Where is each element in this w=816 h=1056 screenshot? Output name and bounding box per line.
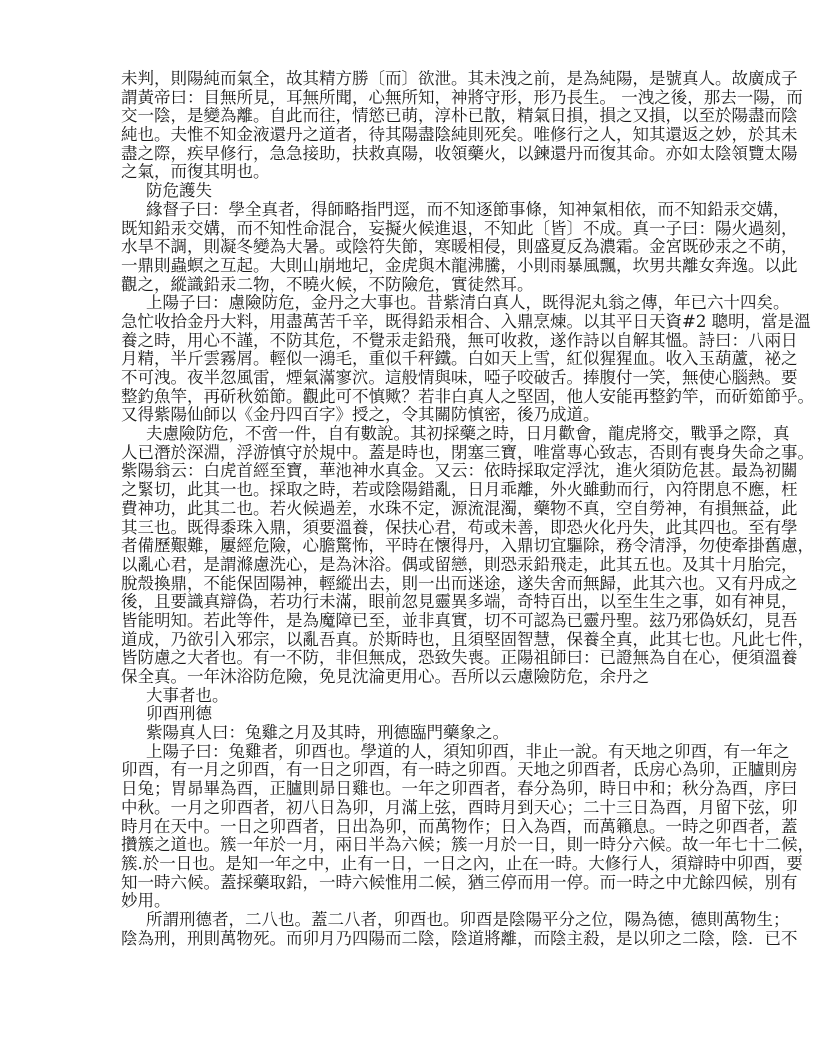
text-line: 盡之際，疾早修行，急急接助，扶救真陽，收領藥火，以鍊還丹而復其命。亦如太陰領覽太陽 [121,143,798,163]
text-line: 以亂心君，是謂滌慮洗心，是為沐浴。偶或留戀，則恐汞鉛飛走，此其五也。及其十月胎完， [121,554,798,574]
text-line: 皆防慮之大者也。有一不防，非但無成，恐致失喪。正陽祖師曰：已證無為自在心，便須溫養 [121,648,798,668]
text-line: 脫殼換鼎，不能保固陽神，輕縱出去，則一出而迷途，遂失舍而無歸，此其六也。又有丹成之 [121,573,798,593]
text-line: 人已潛於深淵，浮游慎守於規中。蓋是時也，閉塞三寶，唯當專心致志，否則有喪身失命之事。 [121,442,814,462]
text-line: 急忙收拾金丹大料，用盡萬苦千辛，既得鉛汞相合、入鼎烹煉。以其平日天資#2 聰明，當是溫 [121,311,811,331]
text-line: 紫陽真人曰：兔雞之月及其時，刑德臨門藥象之。 [146,723,509,743]
document-body [121,69,814,948]
text-line: 又得紫陽仙師以《金丹四百字》授之，令其關防慎密，後乃成道。 [121,405,600,425]
text-line: 費神功，此其二也。若火候過差，水珠不定，源流混濁，藥物不真，空自勞神，有損無益，此 [121,498,798,518]
text-line: 道成，乃欲引入邪宗，以亂吾真。於斯時也，且須堅固智慧，保養全真，此其七也。凡此七件， [121,629,814,649]
text-line: 上陽子曰：慮險防危，金丹之大事也。昔紫清白真人，既得泥丸翁之傳，年已六十四矣。 [146,293,790,313]
text-line: 水旱不調，則凝冬變為大暑。或陰符失節，寒暖相侵，則盛夏反為濃霜。金宮既砂汞之不萌， [121,237,798,257]
text-line: 後，且要識真辯偽，若功行未滿，眼前忽見靈異多端，奇特百出，以至生生之事，如有神見， [121,592,798,612]
text-line: 中秋。一月之卯酉者，初八日為卯，月滿上弦，酉時月到天心；二十三日為酉，月留下弦，卯 [121,797,798,817]
text-line: 簇.於一日也。是知一年之中，止有一日，一日之內，止在一時。大修行人，須辯時中卯酉，要 [121,853,803,873]
text-line: 緣督子曰：學全真者，得師略指門逕，而不知逐節事條，知神氣相依，而不知鉛汞交媾， [146,199,790,219]
text-line: 月精，半斤雲霧屑。輕似一鴻毛，重似千秤鐵。白如天上雪，紅似猩猩血。收入玉葫蘆，祕之 [121,349,798,369]
section-heading: 大事者也。 [146,685,229,705]
text-line: 純也。夫惟不知金液還丹之道者，待其陽盡陰純則死矣。唯修行之人，知其還返之妙，於其未 [121,125,798,145]
text-line: 陰為刑，刑則萬物死。而卯月乃四陽而二陰，陰道將離，而陰主殺，是以卯之二陰，陰．已不 [121,928,798,948]
text-line: 一鼎則蟲螟之互起。大則山崩地圮，金虎與木龍沸騰，小則雨暴風飄，坎男共離女奔逸。以此 [121,255,798,275]
text-line: 日兔；胃昴畢為酉，正臚則昴日雞也。一年之卯酉者，春分為卯，時日中和；秋分為酉，序曰 [121,779,798,799]
text-line: 者備歷艱難，屢經危險，心膽驚怖，平時在懷得丹，入鼎切宜驅除，務令清淨，勿使牽掛舊慮， [121,536,814,556]
text-line: 交一陰，是變為離。自此而往，情慾已萌，淳朴已散，精氣日損，損之又損，以至於陽盡而陰 [121,106,798,126]
text-line: 謂黃帝曰：目無所見，耳無所聞，心無所知，神將守形，形乃長生。 一洩之後，那去一陽，而 [121,87,803,107]
text-line: 之緊切，此其一也。採取之時，若或陰陽錯亂，日月乖離，外火雖動而行，內符閉息不應，枉 [121,480,798,500]
text-line: 保全真。一年沐浴防危險，免見沈淪更用心。吾所以云慮險防危，余丹之 [121,667,649,686]
text-line: 時月在天中。一日之卯酉者，日出為卯，而萬物作；日入為酉，而萬籟息。一時之卯酉者，蓋 [121,816,798,836]
text-line: 不可洩。夜半忽風雷，煙氣滿寥泬。這般情與味，啞子咬破舌。捧腹付一笑，無使心腦熱。要 [121,368,798,387]
text-line: 夫慮險防危，不啻一件，自有數說。其初採藥之時，日月歡會，龍虎將交，戰爭之際，真 [146,424,790,444]
text-line: 之氣，而復其明也。 [121,162,270,182]
section-heading: 防危護失 [146,181,212,201]
text-line: 養之時，用心不謹，不防其危，不覺汞走鉛飛，無可收救，遂作詩以自解其慍。詩曰：八兩日 [121,330,798,350]
text-line: 觀之，縱識鉛汞二物，不曉火候，不防險危，實徒然耳。 [121,274,534,294]
text-line: 所謂刑德者，二八也。蓋二八者，卯酉也。卯酉是陰陽平分之位，陽為德，德則萬物生； [146,909,790,929]
text-line: 皆能明知。若此等件，是為魔障已至，並非真實，切不可認為已靈丹聖。玆乃邪偽妖幻，見吾 [121,610,798,630]
text-line: 妙用。 [121,891,171,911]
text-line: 攢簇之道也。簇一年於一月，兩日半為六候；簇一月於一日，則一時分六候。故一年七十二候， [121,835,814,855]
text-line: 上陽子曰：兔雞者，卯酉也。學道的人，須知卯酉，非止一說。有天地之卯酉，有一年之 [146,741,790,761]
text-line: 未判，則陽純而氣全，故其精方勝〔而〕欲泄。其未洩之前，是為純陽，是號真人。故廣成子 [121,69,798,88]
text-line: 卯酉，有一月之卯酉，有一日之卯酉，有一時之卯酉。天地之卯酉者，氐房心為卯，正臚則房 [121,760,798,780]
text-line: 知一時六候。蓋採藥取鉛，一時六候惟用二候，猶三停而用一停。而一時之中尤餘四候，別有 [121,872,798,892]
text-line: 既知鉛汞交媾，而不知性命混合，妄擬火候進退，不知此〔皆〕不成。真一子曰：陽火過刻， [121,218,798,238]
section-heading: 卯酉刑德 [146,704,212,724]
text-line: 整釣魚竿，再斫秋筎節。觀此可不慎歟？若非白真人之堅固，他人安能再整釣竿，而斫筎節乎。 [121,386,814,406]
text-line: 其三也。既得黍珠入鼎，須要溫養，保扶心君，苟或未善，即恐火化丹失，此其四也。至有學 [121,517,798,537]
text-line: 紫陽翁云：白虎首經至寶，華池神水真金。又云：依時採取定浮沈，進火須防危甚。最為初關 [121,461,798,481]
